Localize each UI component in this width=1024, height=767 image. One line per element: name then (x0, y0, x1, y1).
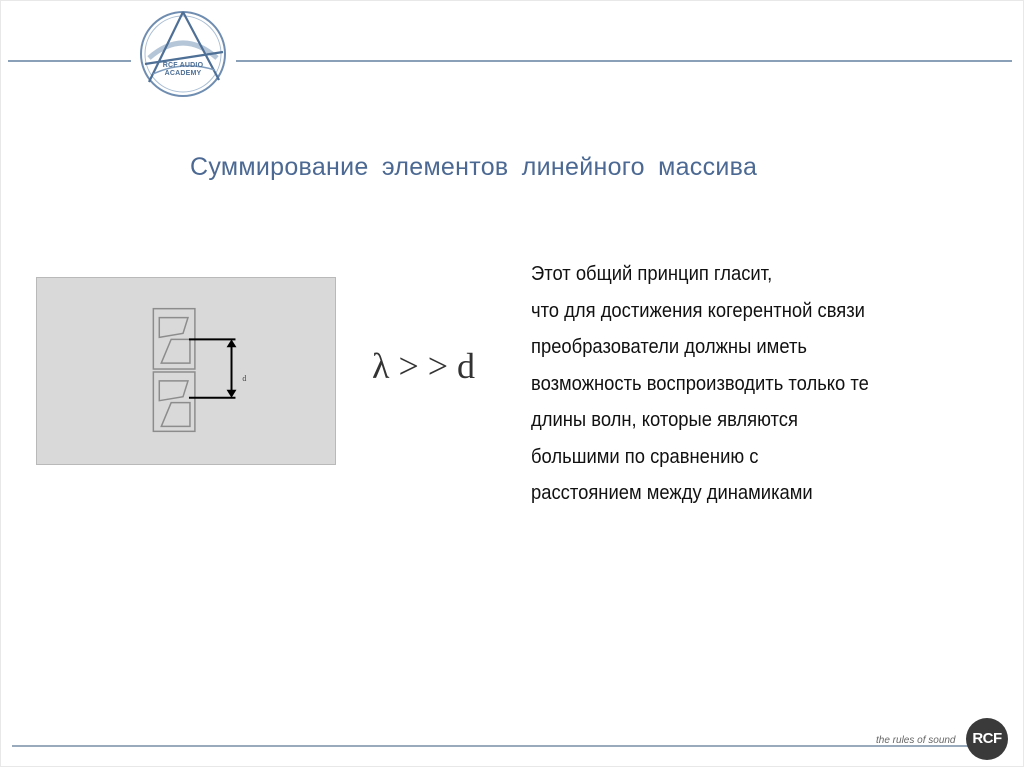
principle-line: большими по сравнению с (531, 445, 759, 468)
principle-line: расстоянием между динамиками (531, 482, 813, 504)
dimension-label: d (242, 373, 247, 383)
footer-rule (12, 745, 972, 747)
footer-tagline: the rules of sound (876, 735, 956, 746)
principle-line: возможность воспроизводить только те (531, 372, 869, 395)
slide-title: Суммирование элементов линейного массива (190, 153, 758, 181)
spacing-dimension-line (189, 339, 236, 397)
speaker-icon-upper (153, 309, 195, 369)
principle-line: что для достижения когерентной связи (531, 299, 865, 322)
academy-logo-emblem (135, 8, 231, 100)
principle-line: Этот общий принцип гласит, (531, 263, 773, 285)
header-rule-left (8, 60, 131, 62)
logo-text-line2: ACADEMY (164, 70, 202, 77)
dimension-arrow-up (227, 339, 237, 347)
logo-text-line1: RCF AUDIO (162, 62, 204, 69)
brand-logo: RCF (966, 718, 1008, 760)
dimension-arrow-down (227, 390, 237, 398)
speaker-array-figure (36, 277, 336, 465)
wavelength-formula: λ > > d (372, 346, 476, 386)
academy-logo (135, 8, 231, 100)
principle-line: преобразователи должны иметь (531, 336, 807, 358)
speaker-array-diagram (37, 278, 335, 464)
principle-line: длины волн, которые являются (531, 409, 798, 431)
header-rule-right (236, 60, 1012, 62)
principle-text (531, 256, 869, 512)
speaker-icon-lower (153, 372, 195, 431)
